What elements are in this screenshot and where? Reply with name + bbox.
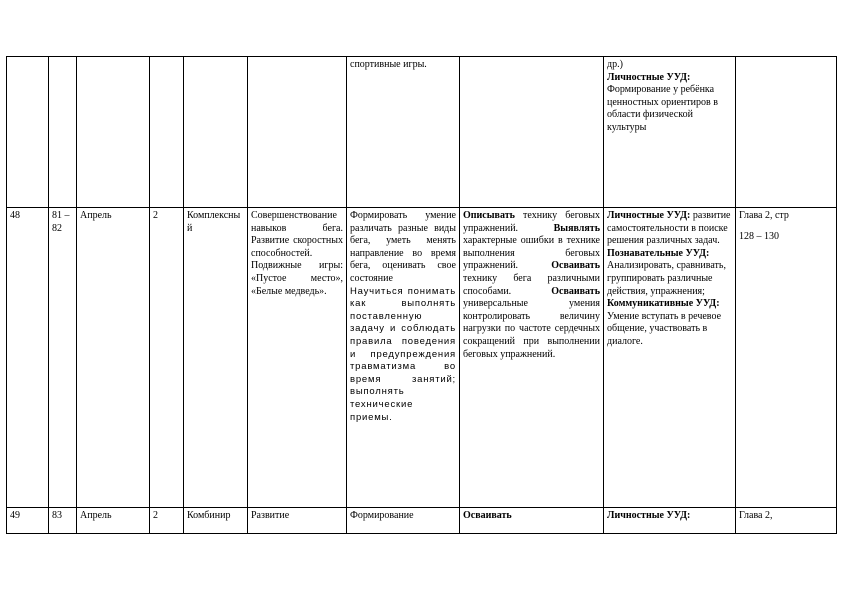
bold-text-run: Описывать — [463, 210, 515, 221]
cell-lesson: 81 – 82 — [49, 208, 77, 508]
text-run: Умение вступать в речевое общение, участвовать в диалоге. — [607, 310, 722, 347]
cell-uud — [604, 508, 736, 534]
cell-topic: Развитие — [248, 508, 347, 534]
table-row — [7, 208, 837, 508]
lesson-plan-table — [6, 56, 837, 534]
cell-activity — [460, 57, 604, 208]
text-run: технику беговых упражнений. — [463, 210, 600, 234]
cell-topic — [248, 57, 347, 208]
bold-text-run: Личностные УУД: — [607, 71, 691, 83]
text-run: Формирование у ребёнка ценностных ориентиров в области физической культуры — [607, 84, 718, 133]
cell-topic: Совершенствование навыков бега. Развитие скоростных способностей. Подвижные игры: «Пустое место», «Белые медведь». — [248, 208, 347, 508]
cell-hours: 2 — [150, 508, 184, 534]
bold-text-run: Осваивать — [463, 510, 512, 521]
cell-lesson — [49, 57, 77, 208]
cell-lesson-type — [184, 57, 248, 208]
text-run: Формирование — [350, 510, 414, 521]
cell-goals — [347, 57, 460, 208]
text-run: др.) — [607, 59, 623, 70]
cell-activity — [460, 508, 604, 534]
text-run: универсальные умения контролировать величину нагрузки по частоте сердечных сокращений при выполнении беговых упражнений. — [463, 298, 600, 360]
bold-text-run: Личностные УУД: — [607, 510, 691, 521]
bold-text-run: Коммуникативные УУД: — [607, 298, 720, 310]
cell-month: Апрель — [77, 208, 150, 508]
cell-number — [7, 57, 49, 208]
bold-text-run: Осваивать — [551, 260, 600, 272]
bold-text-run: Познавательные УУД: — [607, 247, 710, 259]
reference-line: 128 – 130 — [739, 230, 779, 242]
cell-uud — [604, 57, 736, 208]
reference-line: Глава 2, стр — [739, 210, 789, 221]
text-run: спортивные игры. — [350, 59, 427, 70]
table-row — [7, 57, 837, 208]
cell-hours: 2 — [150, 208, 184, 508]
bold-text-run: Выявлять — [553, 222, 600, 234]
reference-line: Глава 2, — [739, 510, 773, 521]
bold-text-run: Личностные УУД: — [607, 210, 691, 221]
cell-activity — [460, 208, 604, 508]
table-row — [7, 508, 837, 534]
cell-lesson-type: Комбинир — [184, 508, 248, 534]
text-run: технику бега различными способами. — [463, 272, 600, 297]
cell-month: Апрель — [77, 508, 150, 534]
text-run: Формировать умение различать разные виды бега, уметь менять направление во время бега, оценивать свое состояние — [350, 210, 456, 284]
cell-reference — [736, 508, 837, 534]
cell-goals — [347, 508, 460, 534]
bold-text-run: Осваивать — [551, 285, 600, 297]
text-run: Научиться понимать как выполнять поставленную задачу и соблюдать правила поведения и предупреждения травматизма во время занятий; выполнять технические приемы. — [350, 285, 456, 423]
cell-reference — [736, 208, 837, 508]
cell-lesson-type: Комплексный — [184, 208, 248, 508]
cell-number: 49 — [7, 508, 49, 534]
cell-goals — [347, 208, 460, 508]
cell-number: 48 — [7, 208, 49, 508]
cell-reference — [736, 57, 837, 208]
cell-month — [77, 57, 150, 208]
cell-hours — [150, 57, 184, 208]
cell-lesson: 83 — [49, 508, 77, 534]
text-run: характерные ошибки в технике выполнения беговых упражнений. — [463, 235, 600, 272]
text-run: развитие самостоятельности в поиске решения различных задач. — [607, 210, 731, 247]
text-run: Анализировать, сравнивать, группировать различные действия, упражнения; — [607, 260, 726, 297]
cell-uud — [604, 208, 736, 508]
